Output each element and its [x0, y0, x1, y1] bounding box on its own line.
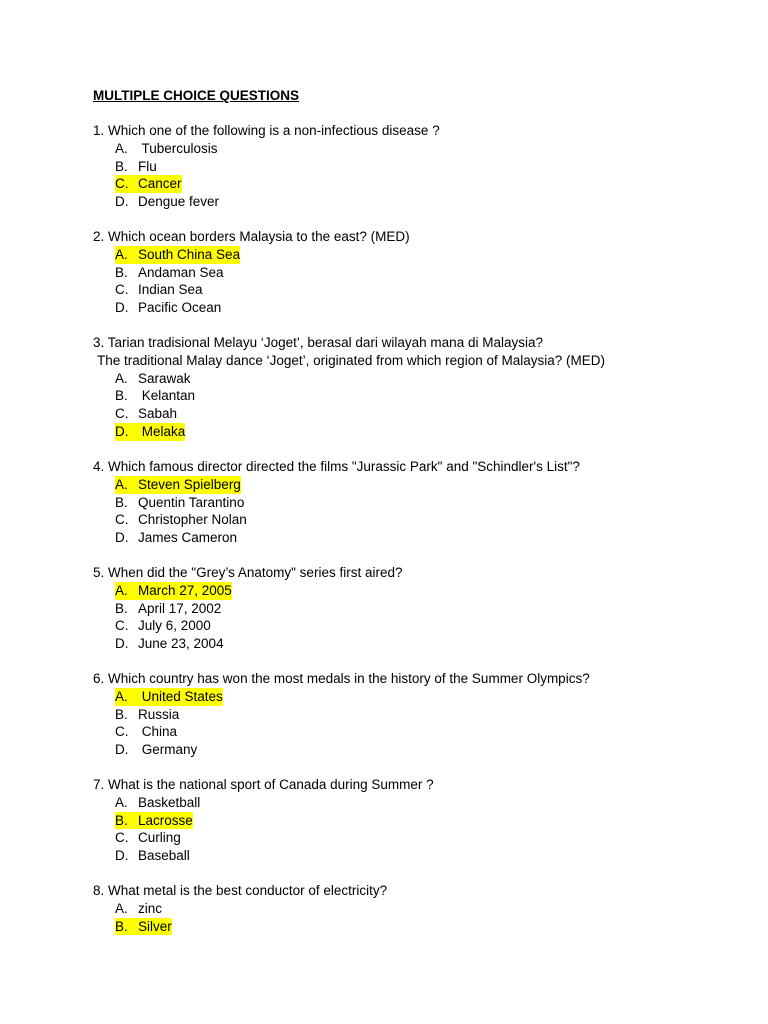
option-letter: B.: [115, 706, 128, 722]
option-letter: C.: [115, 282, 129, 298]
question-2: [93, 228, 410, 317]
option-list: [93, 794, 434, 865]
option-letter: A.: [115, 794, 128, 810]
question-text: 6. Which country has won the most medals in the history of the Summer Olympics?: [93, 671, 590, 686]
option-wrap: [115, 264, 224, 282]
option-text: June 23, 2004: [138, 636, 224, 652]
question-7: [93, 776, 434, 865]
option-wrap: [115, 193, 219, 211]
option-text: Russia: [138, 706, 180, 722]
option-text: July 6, 2000: [138, 618, 211, 634]
option-b: [93, 812, 434, 830]
option-d: [93, 847, 434, 865]
question-text: 1. Which one of the following is a non-infectious disease ?: [93, 123, 440, 138]
option-letter: A.: [115, 688, 128, 704]
option-text: April 17, 2002: [138, 600, 222, 616]
option-letter: D.: [115, 300, 129, 316]
option-c: [93, 281, 410, 299]
option-letter: D.: [115, 848, 129, 864]
option-text: Curling: [138, 830, 181, 846]
option-text: Andaman Sea: [138, 264, 224, 280]
option-wrap: [115, 529, 237, 547]
option-letter: B.: [115, 600, 128, 616]
option-wrap-highlighted: [115, 423, 185, 441]
option-wrap: [115, 900, 162, 918]
option-a: [93, 246, 410, 264]
option-c: [93, 723, 590, 741]
option-text: Sabah: [138, 406, 178, 422]
option-letter: A.: [115, 476, 128, 492]
option-text: Steven Spielberg: [138, 476, 241, 492]
option-wrap: [115, 794, 200, 812]
option-wrap-highlighted: [115, 246, 240, 264]
option-wrap-highlighted: [115, 812, 193, 830]
option-text: Indian Sea: [138, 282, 203, 298]
option-wrap: [115, 299, 221, 317]
option-a: [93, 476, 580, 494]
option-letter: B.: [115, 264, 128, 280]
option-wrap: [115, 494, 244, 512]
option-c: [93, 175, 440, 193]
option-text: Quentin Tarantino: [138, 494, 245, 510]
option-b: [93, 918, 387, 936]
question-5: [93, 564, 402, 653]
option-letter: B.: [115, 918, 128, 934]
option-letter: C.: [115, 724, 129, 740]
option-wrap: [115, 387, 195, 405]
option-text: Dengue fever: [138, 194, 220, 210]
option-text: Kelantan: [138, 388, 196, 404]
question-3: [93, 334, 605, 441]
option-letter: D.: [115, 636, 129, 652]
option-wrap: [115, 281, 203, 299]
option-list: [93, 582, 402, 653]
option-b: [93, 158, 440, 176]
option-wrap: [115, 158, 157, 176]
option-text: Christopher Nolan: [138, 512, 247, 528]
option-wrap: [115, 370, 191, 388]
option-text: Cancer: [138, 176, 182, 192]
option-b: [93, 387, 605, 405]
option-b: [93, 494, 580, 512]
option-d: [93, 741, 590, 759]
option-letter: B.: [115, 388, 128, 404]
question-text: 5. When did the "Grey’s Anatomy" series first aired?: [93, 565, 403, 580]
option-text: James Cameron: [138, 530, 238, 546]
option-letter: D.: [115, 194, 129, 210]
option-wrap-highlighted: [115, 476, 241, 494]
page-title: MULTIPLE CHOICE QUESTIONS: [93, 88, 300, 103]
option-text: Baseball: [138, 848, 190, 864]
option-letter: C.: [115, 406, 129, 422]
question-text: 4. Which famous director directed the films "Jurassic Park" and "Schindler's List"?: [93, 459, 580, 474]
option-d: [93, 635, 402, 653]
option-letter: C.: [115, 512, 129, 528]
option-letter: B.: [115, 158, 128, 174]
option-wrap: [115, 511, 247, 529]
option-wrap: [115, 847, 190, 865]
option-wrap-highlighted: [115, 582, 232, 600]
option-c: [93, 405, 605, 423]
option-list: [93, 476, 580, 547]
option-wrap-highlighted: [115, 688, 223, 706]
option-a: [93, 582, 402, 600]
option-wrap: [115, 829, 181, 847]
option-text: Lacrosse: [138, 812, 193, 828]
option-d: [93, 193, 440, 211]
option-letter: A.: [115, 246, 128, 262]
option-text: March 27, 2005: [138, 582, 232, 598]
option-c: [93, 617, 402, 635]
option-wrap-highlighted: [115, 175, 182, 193]
option-letter: A.: [115, 140, 128, 156]
option-wrap: [115, 405, 177, 423]
question-text: 2. Which ocean borders Malaysia to the east? (MED): [93, 229, 410, 244]
option-text: Tuberculosis: [138, 140, 218, 156]
option-a: [93, 900, 387, 918]
question-translation: The traditional Malay dance ‘Joget’, originated from which region of Malaysia? (MED): [97, 352, 605, 368]
option-text: United States: [138, 688, 223, 704]
option-letter: C.: [115, 830, 129, 846]
option-c: [93, 829, 434, 847]
option-letter: C.: [115, 176, 129, 192]
option-list: [93, 900, 387, 936]
question-4: [93, 458, 580, 547]
option-letter: D.: [115, 423, 129, 439]
option-letter: D.: [115, 530, 129, 546]
option-text: Flu: [138, 158, 157, 174]
option-list: [93, 688, 590, 759]
option-letter: B.: [115, 494, 128, 510]
option-wrap-highlighted: [115, 918, 172, 936]
option-text: South China Sea: [138, 246, 241, 262]
option-letter: D.: [115, 742, 129, 758]
question-text: 3. Tarian tradisional Melayu ‘Joget’, berasal dari wilayah mana di Malaysia?: [93, 335, 543, 350]
option-text: Sarawak: [138, 370, 191, 386]
option-c: [93, 511, 580, 529]
option-list: [93, 140, 440, 211]
option-a: [93, 370, 605, 388]
option-letter: B.: [115, 812, 128, 828]
option-wrap: [115, 723, 177, 741]
option-b: [93, 600, 402, 618]
option-letter: A.: [115, 582, 128, 598]
option-wrap: [115, 140, 218, 158]
option-b: [93, 264, 410, 282]
option-list: [93, 246, 410, 317]
option-text: Melaka: [138, 423, 186, 439]
option-text: Germany: [138, 742, 198, 758]
question-text: 7. What is the national sport of Canada during Summer ?: [93, 777, 434, 792]
question-8: [93, 882, 387, 935]
option-d: [93, 299, 410, 317]
option-wrap: [115, 635, 224, 653]
option-d: [93, 423, 605, 441]
option-text: Basketball: [138, 794, 201, 810]
option-d: [93, 529, 580, 547]
option-wrap: [115, 600, 221, 618]
option-text: Pacific Ocean: [138, 300, 222, 316]
option-letter: A.: [115, 370, 128, 386]
option-text: Silver: [138, 918, 172, 934]
option-wrap: [115, 741, 197, 759]
option-text: China: [138, 724, 178, 740]
option-letter: C.: [115, 618, 129, 634]
question-text: 8. What metal is the best conductor of electricity?: [93, 883, 388, 898]
question-6: [93, 670, 590, 759]
option-a: [93, 688, 590, 706]
option-letter: A.: [115, 900, 128, 916]
option-wrap: [115, 706, 179, 724]
option-list: [93, 370, 605, 441]
option-text: zinc: [138, 900, 163, 916]
question-1: [93, 122, 440, 211]
option-a: [93, 794, 434, 812]
option-b: [93, 706, 590, 724]
option-wrap: [115, 617, 211, 635]
option-a: [93, 140, 440, 158]
